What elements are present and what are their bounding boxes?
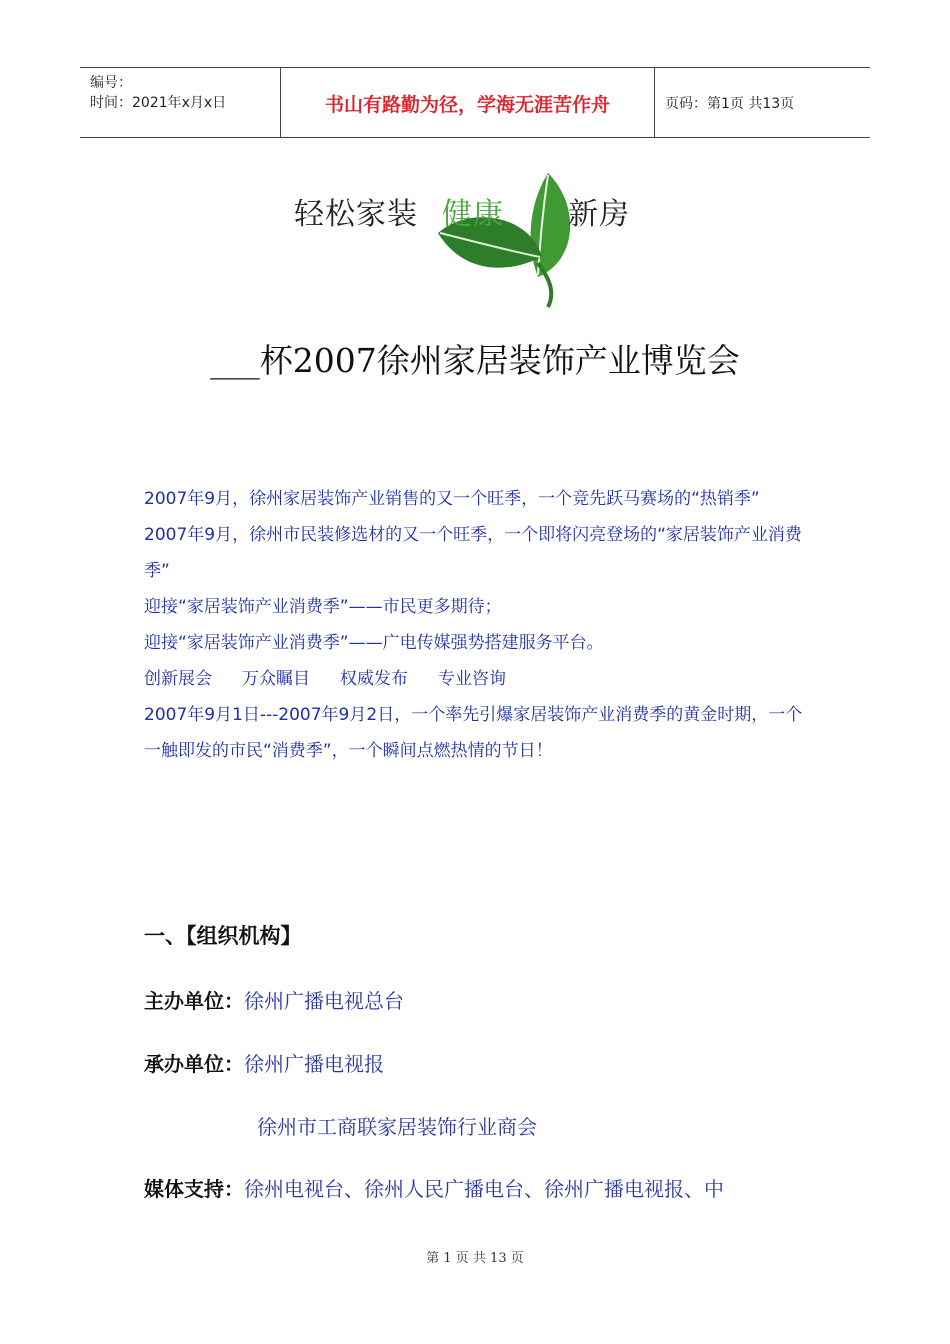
page-title: ___杯2007徐州家居装饰产业博览会 xyxy=(210,341,740,380)
organizer-value: 徐州市工商联家居装饰行业商会 xyxy=(257,1115,537,1139)
header-meta-cell xyxy=(80,68,280,137)
time-label: 时间：2021年x月x日 xyxy=(90,95,227,111)
media-label: 媒体支持： xyxy=(144,1177,244,1201)
logo xyxy=(290,165,650,310)
intro-line: 2007年9月，徐州家居装饰产业销售的又一个旺季，一个竞先跃马赛场的“热销季” xyxy=(144,489,760,509)
header-table xyxy=(80,67,870,138)
motto: 书山有路勤为径，学海无涯苦作舟 xyxy=(324,94,610,116)
page-footer: 第 1 页 共 13 页 xyxy=(426,1251,524,1266)
slogan: 专业咨询 xyxy=(438,669,506,689)
logo-word-new-house: 新房 xyxy=(568,197,630,232)
host-label: 主办单位： xyxy=(144,989,244,1013)
host-row xyxy=(144,985,404,1014)
logo-word-health: 健康 xyxy=(442,197,504,232)
slogan: 创新展会 xyxy=(144,669,212,689)
organizer-row-2 xyxy=(257,1111,537,1140)
intro-line: 2007年9月，徐州市民装修选材的又一个旺季，一个即将闪亮登场的“家居装饰产业消费季” xyxy=(144,525,802,581)
leaf-icon xyxy=(430,165,580,310)
logo-word-easy-decor: 轻松家装 xyxy=(294,197,418,232)
media-value: 徐州电视台、徐州人民广播电台、徐州广播电视报、中 xyxy=(244,1177,724,1201)
organizer-row xyxy=(144,1048,384,1077)
number-label: 编号： xyxy=(90,75,132,91)
slogan: 权威发布 xyxy=(340,669,408,689)
slogan: 万众瞩目 xyxy=(242,669,310,689)
intro-line: 迎接“家居装饰产业消费季”——广电传媒强势搭建服务平台。 xyxy=(144,633,604,653)
section-heading-org: 一、【组织机构】 xyxy=(144,924,302,948)
header-page-cell xyxy=(655,68,870,137)
intro-line: 2007年9月1日---2007年9月2日，一个率先引爆家居装饰产业消费季的黄金时期，一个一触即发的市民“消费季”，一个瞬间点燃热情的节日！ xyxy=(144,705,803,761)
organizer-value: 徐州广播电视报 xyxy=(244,1052,384,1076)
media-row xyxy=(144,1173,724,1202)
header-motto-cell xyxy=(280,68,655,137)
slogan-row xyxy=(144,661,814,697)
organizer-label: 承办单位： xyxy=(144,1052,244,1076)
intro-line: 迎接“家居装饰产业消费季”——市民更多期待； xyxy=(144,597,502,617)
host-value: 徐州广播电视总台 xyxy=(244,989,404,1013)
page-label: 页码：第1页 共13页 xyxy=(665,96,795,112)
intro-text xyxy=(144,481,814,769)
